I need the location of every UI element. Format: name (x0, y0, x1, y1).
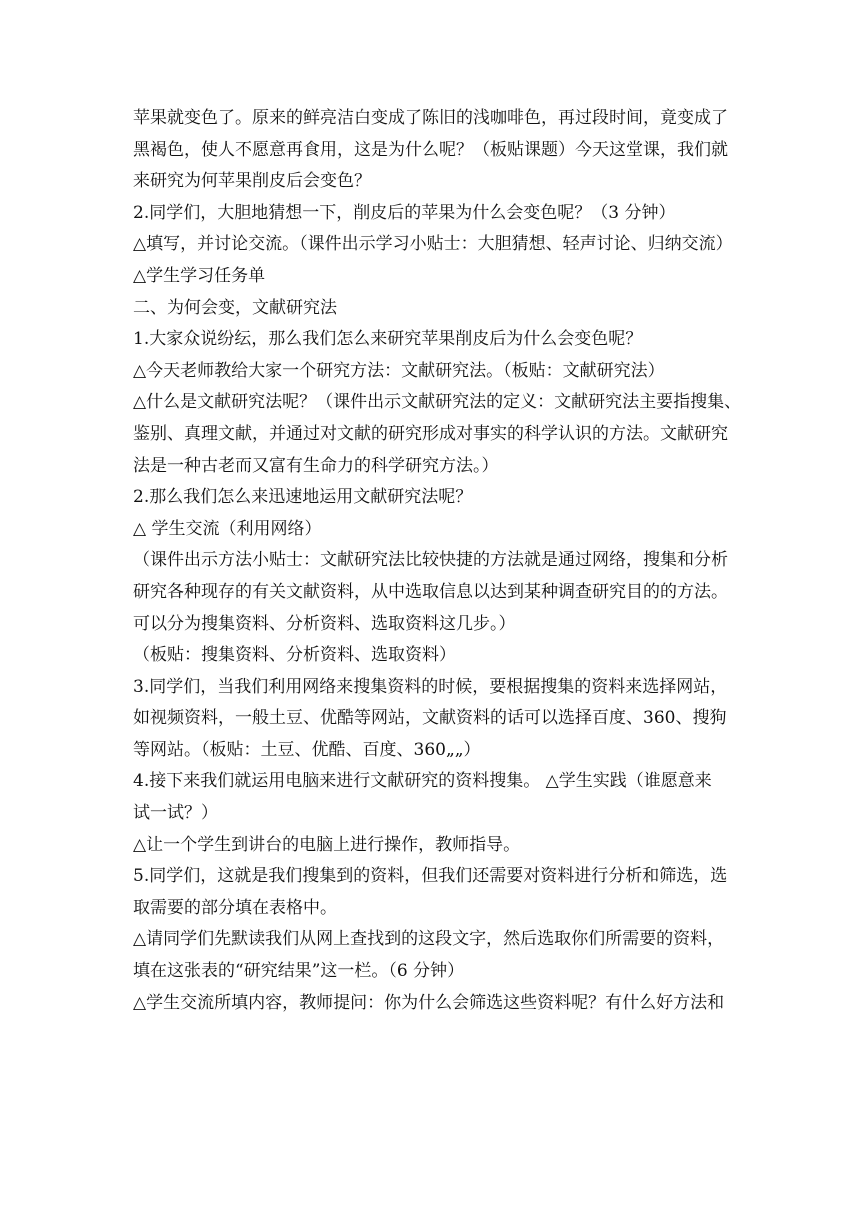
text-line: 5.同学们，这就是我们搜集到的资料，但我们还需要对资料进行分析和筛选，选 (133, 866, 728, 887)
text-line: 等网站。（板贴：土豆、优酷、百度、360„„） (133, 739, 481, 760)
text-line: 可以分为搜集资料、分析资料、选取资料这几步。） (133, 613, 516, 634)
text-line: 苹果就变色了。原来的鲜亮洁白变成了陈旧的浅咖啡色，再过段时间，竟变成了 (133, 108, 728, 128)
text-line: △填写，并讨论交流。（课件出示学习小贴士：大胆猜想、轻声讨论、归纳交流） (133, 234, 733, 255)
text-line: 法是一种古老而又富有生命力的科学研究方法。） (133, 455, 499, 476)
text-line: 试一试？） (133, 803, 218, 824)
text-line: 3.同学们，当我们利用网络来搜集资料的时候，要根据搜集的资料来选择网站， (133, 676, 728, 697)
text-line: 鉴别、真理文献，并通过对文献的研究形成对事实的科学认识的方法。文献研究 (133, 423, 728, 444)
text-line: △让一个学生到讲台的电脑上进行操作，教师指导。 (133, 834, 521, 855)
text-line: △今天老师教给大家一个研究方法：文献研究法。（板贴：文献研究法） (133, 360, 665, 381)
text-line: △ 学生交流（利用网络） (133, 518, 322, 539)
text-line: 1.大家众说纷纭，那么我们怎么来研究苹果削皮后为什么会变色呢？ (133, 329, 643, 350)
text-line: 黑褐色，使人不愿意再食用，这是为什么呢？（板贴课题）今天这堂课，我们就 (133, 139, 728, 160)
text-line: △什么是文献研究法呢？（课件出示文献研究法的定义：文献研究法主要指搜集、 (133, 392, 742, 413)
text-line: 2.那么我们怎么来迅速地运用文献研究法呢？ (133, 487, 473, 508)
text-line: 4.接下来我们就运用电脑来进行文献研究的资料搜集。 △学生实践（谁愿意来 (133, 771, 712, 792)
text-line: 研究各种现存的有关文献资料，从中选取信息以达到某种调查研究目的的方法。 (133, 581, 728, 602)
text-line: 取需要的部分填在表格中。 (133, 897, 337, 918)
section-heading: 二、为何会变，文献研究法 (133, 297, 337, 318)
text-line: △学生学习任务单 (133, 265, 266, 286)
text-line: 来研究为何苹果削皮后会变色？ (133, 171, 371, 192)
text-line: （板贴：搜集资料、分析资料、选取资料） (133, 645, 456, 666)
text-line: （课件出示方法小贴士：文献研究法比较快捷的方法就是通过网络，搜集和分析 (133, 550, 728, 571)
document-body (133, 103, 742, 1019)
text-line: △请同学们先默读我们从网上查找到的这段文字，然后选取你们所需要的资料， (133, 929, 725, 950)
text-line: 如视频资料，一般土豆、优酷等网站，文献资料的话可以选择百度、360、搜狗 (133, 708, 727, 729)
text-line: 2.同学们，大胆地猜想一下，削皮后的苹果为什么会变色呢？（3 分钟） (133, 202, 676, 223)
text-line: 填在这张表的“研究结果”这一栏。（6 分钟） (133, 961, 465, 982)
text-line: △学生交流所填内容，教师提问：你为什么会筛选这些资料呢？有什么好方法和 (133, 992, 725, 1013)
